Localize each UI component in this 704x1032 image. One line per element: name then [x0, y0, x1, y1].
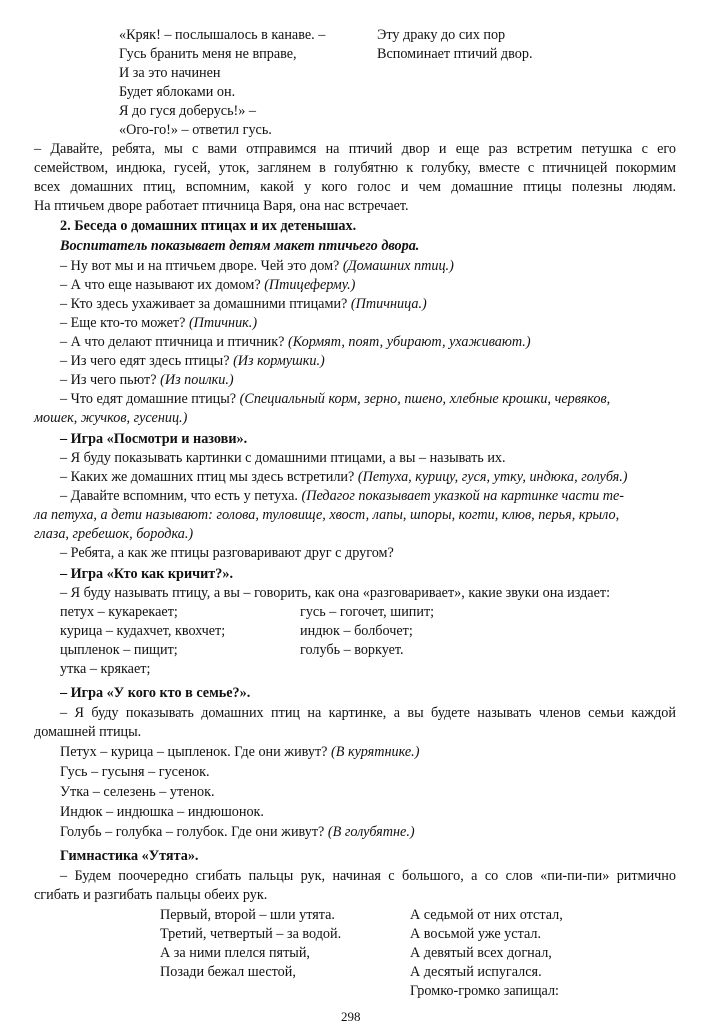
paragraph-line: – Давайте, ребята, мы с вами отправимся на птичий двор и еще раз встретим петушка с его: [34, 141, 676, 157]
sound-list-item: петух – кукарекает;: [60, 604, 178, 620]
game-title: – Игра «Посмотри и назови».: [60, 431, 248, 447]
dialogue-line: – Из чего едят здесь птицы? (Из кормушки.): [60, 353, 325, 369]
dialogue-line: – Каких же домашних птиц мы здесь встретили? (Петуха, курицу, гуся, утку, индюка, голубя.): [60, 469, 628, 485]
poem-line: «Ого-го!» – ответил гусь.: [119, 122, 272, 138]
rhyme-line: Позади бежал шестой,: [160, 964, 296, 980]
dialogue-line: – Еще кто-то может? (Птичник.): [60, 315, 258, 331]
poem-line: «Кряк! – послышалось в канаве. –: [119, 27, 326, 43]
game-title: – Игра «Кто как кричит?».: [60, 566, 233, 582]
sound-list-item: голубь – воркует.: [300, 642, 404, 658]
family-line: Утка – селезень – утенок.: [60, 784, 215, 800]
poem-line: Вспоминает птичий двор.: [377, 46, 533, 62]
dialogue-line: – Я буду показывать картинки с домашними птицами, а вы – называть их.: [60, 450, 506, 466]
paragraph-line: всех домашних птиц, вспомним, какой у кого голос и чем домашние птицы полезны людям.: [34, 179, 676, 195]
sound-list-item: индюк – болбочет;: [300, 623, 413, 639]
rhyme-line: Третий, четвертый – за водой.: [160, 926, 342, 942]
family-line: Индюк – индюшка – индюшонок.: [60, 804, 264, 820]
poem-line: Я до гуся доберусь!» –: [119, 103, 257, 119]
dialogue-line: – Ребята, а как же птицы разговаривают друг с другом?: [60, 545, 394, 561]
dialogue-line: – Будем поочередно сгибать пальцы рук, начиная с большого, а со слов «пи-пи-пи» ритмично: [60, 868, 676, 884]
sound-list-item: гусь – гогочет, шипит;: [300, 604, 435, 620]
dialogue-line: – Ну вот мы и на птичьем дворе. Чей это дом? (Домашних птиц.): [60, 258, 454, 274]
stage-direction: Воспитатель показывает детям макет птичьего двора.: [60, 238, 420, 254]
dialogue-line: – А что еще называют их домом? (Птицеферму.): [60, 277, 356, 293]
paragraph-line: На птичьем дворе работает птичница Варя, она нас встречает.: [34, 198, 409, 214]
poem-line: Эту драку до сих пор: [377, 27, 506, 43]
rhyme-line: Первый, второй – шли утята.: [160, 907, 335, 923]
dialogue-line: – Давайте вспомним, что есть у петуха. (Педагог показывает указкой на картинке части те-: [60, 488, 624, 504]
dialogue-line: сгибать и разгибать пальцы обеих рук.: [34, 887, 268, 903]
dialogue-line: – Я буду называть птицу, а вы – говорить, как она «разговаривает», какие звуки она издает:: [60, 585, 611, 601]
family-line: Петух – курица – цыпленок. Где они живут? (В курятнике.): [60, 744, 420, 760]
sound-list-item: утка – крякает;: [60, 661, 151, 677]
poem-line: И за это начинен: [119, 65, 221, 81]
dialogue-line: – Я буду показывать домашних птиц на картинке, а вы будете называть членов семьи каждой: [60, 705, 676, 721]
family-line: Голубь – голубка – голубок. Где они живут? (В голубятне.): [60, 824, 415, 840]
rhyme-line: А седьмой от них отстал,: [410, 907, 563, 923]
section-heading: 2. Беседа о домашних птицах и их детенышах.: [60, 218, 357, 234]
poem-line: Гусь бранить меня не вправе,: [119, 46, 297, 62]
game-title: – Игра «У кого кто в семье?».: [60, 685, 251, 701]
gymnastics-title: Гимнастика «Утята».: [60, 848, 199, 864]
rhyme-line: А десятый испугался.: [410, 964, 542, 980]
sound-list-item: курица – кудахчет, квохчет;: [60, 623, 226, 639]
dialogue-line: – Кто здесь ухаживает за домашними птицами? (Птичница.): [60, 296, 427, 312]
dialogue-line: – Что едят домашние птицы? (Специальный корм, зерно, пшено, хлебные крошки, червяков,: [60, 391, 611, 407]
dialogue-line: глаза, гребешок, бородка.): [34, 526, 194, 542]
rhyme-line: А за ними плелся пятый,: [160, 945, 310, 961]
paragraph-line: семейством, индюка, гусей, уток, заглянем в голубятню к голубку, вместе с птичницей покормим: [34, 160, 676, 176]
rhyme-line: Громко-громко запищал:: [410, 983, 559, 999]
page-number: 298: [341, 1009, 361, 1024]
rhyme-line: А восьмой уже устал.: [410, 926, 541, 942]
family-line: Гусь – гусыня – гусенок.: [60, 764, 210, 780]
dialogue-line: – А что делают птичница и птичник? (Кормят, поят, убирают, ухаживают.): [60, 334, 531, 350]
dialogue-line: ла петуха, а дети называют: голова, туловище, хвост, лапы, шпоры, когти, клюв, перья, крыло,: [34, 507, 620, 523]
dialogue-line: мошек, жучков, гусениц.): [34, 410, 188, 426]
dialogue-line: домашней птицы.: [34, 724, 142, 740]
rhyme-line: А девятый всех догнал,: [410, 945, 552, 961]
poem-line: Будет яблоками он.: [119, 84, 236, 100]
dialogue-line: – Из чего пьют? (Из поилки.): [60, 372, 234, 388]
sound-list-item: цыпленок – пищит;: [60, 642, 178, 658]
